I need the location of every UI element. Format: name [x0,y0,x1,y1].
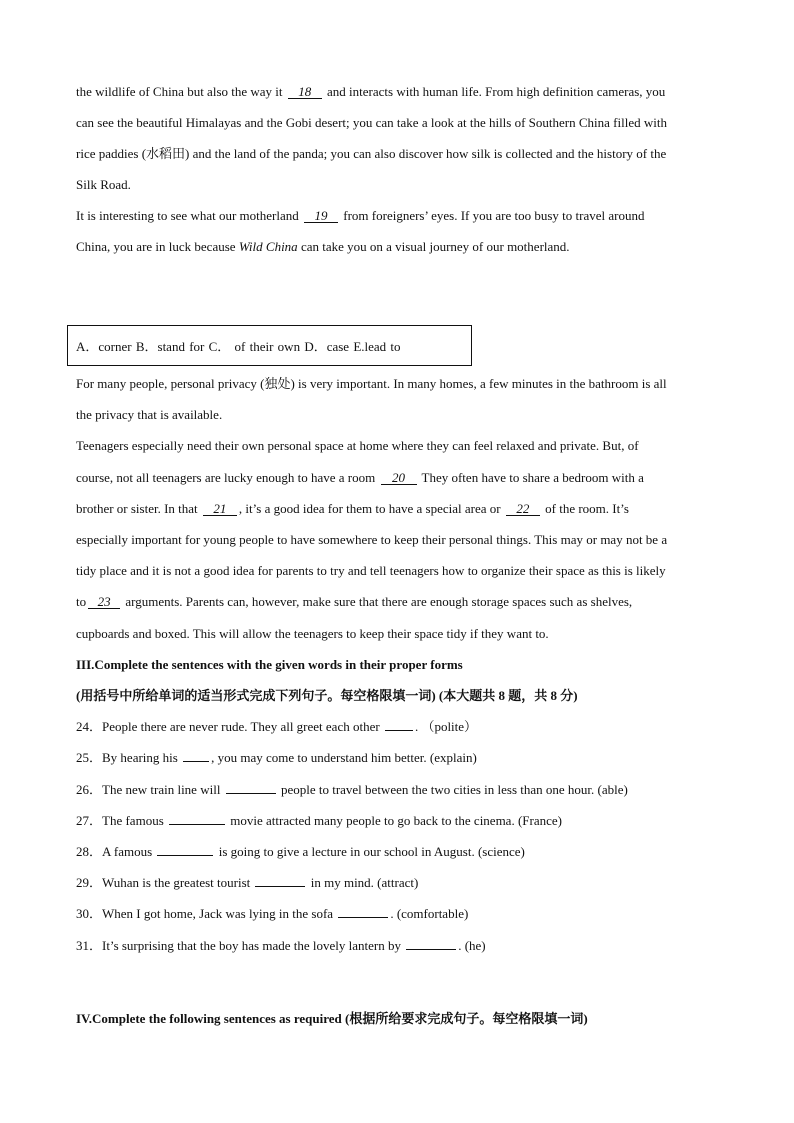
question-text: The famous [102,813,164,828]
passage2-line-1: For many people, personal privacy (独处) is very important. In many homes, a few minutes in the bathroom is all [76,376,667,391]
answer-blank[interactable] [255,875,305,887]
question-text: . (he) [458,938,486,953]
question-number: 24． [76,719,103,734]
question-number: 31． [76,938,103,953]
question-text: A famous [102,844,153,859]
question-28 [76,844,525,860]
text: arguments. Parents can, however, make sure that there are enough storage spaces such as shelves, [125,594,633,609]
word-options: A．corner B．stand for C． of their own D．case E.lead to [76,339,401,354]
answer-blank[interactable] [385,719,413,731]
passage2-line-9: cupboards and boxed. This will allow the teenagers to keep their space tidy if they want to. [76,626,549,641]
question-27 [76,813,562,829]
blank-23[interactable]: 23 [88,595,120,609]
text: brother or sister. In that [76,501,198,516]
section3-subtitle: (用括号中所给单词的适当形式完成下列句子。每空格限填一词) (本大题共 8 题，共 8 分) [76,688,578,703]
section3-title: III.Complete the sentences with the given words in their proper forms [76,657,463,672]
section4-title: IV.Complete the following sentences as required (根据所给要求完成句子。每空格限填一词) [76,1011,588,1026]
question-text: . (comfortable) [390,906,469,921]
passage2-line-2: the privacy that is available. [76,407,223,422]
passage1-line-2: can see the beautiful Himalayas and the Gobi desert; you can take a look at the hills of Southern China filled with [76,115,667,130]
passage1-line-3: rice paddies (水稻田) and the land of the panda; you can also discover how silk is collected and the history of the [76,146,667,161]
question-text: Wuhan is the greatest tourist [102,875,251,890]
italic-title: Wild China [238,239,298,254]
question-text: People there are never rude. They all greet each other [102,719,380,734]
question-25 [76,750,477,766]
question-26 [76,782,628,798]
question-text: . （polite） [414,719,478,734]
text: to [76,594,87,609]
text: and interacts with human life. From high definition cameras, you [327,84,666,99]
answer-blank[interactable] [338,906,388,918]
answer-blank[interactable] [157,844,213,856]
answer-blank[interactable] [226,782,276,794]
text: China, you are in luck because [76,239,236,254]
text: They often have to share a bedroom with a [421,470,644,485]
text: of the room. It’s [545,501,629,516]
blank-18[interactable]: 18 [288,85,322,99]
blank-19[interactable]: 19 [304,209,338,223]
question-text: It’s surprising that the boy has made the lovely lantern by [102,938,401,953]
question-text: , you may come to understand him better. (explain) [211,750,477,765]
question-24 [76,719,477,735]
text: the wildlife of China but also the way it [76,84,283,99]
blank-22[interactable]: 22 [506,502,540,516]
word-options-box [67,325,472,366]
text: from foreigners’ eyes. If you are too busy to travel around [343,208,645,223]
blank-20[interactable]: 20 [381,471,417,485]
question-text: movie attracted many people to go back to the cinema. (France) [230,813,562,828]
question-text: in my mind. (attract) [310,875,419,890]
passage2-line-8 [76,594,632,610]
passage2-line-6: especially important for young people to have somewhere to keep their personal things. This may or may not be a [76,532,668,547]
question-number: 28． [76,844,103,859]
text: It is interesting to see what our motherland [76,208,299,223]
passage2-line-7: tidy place and it is not a good idea for parents to try and tell teenagers how to organize their space as this is likely [76,563,666,578]
text: , it’s a good idea for them to have a special area or [238,501,501,516]
question-text: When I got home, Jack was lying in the sofa [102,906,334,921]
question-number: 30． [76,906,103,921]
question-29 [76,875,418,891]
question-number: 26． [76,782,103,797]
question-30 [76,906,468,922]
passage1-line-6 [76,239,570,255]
answer-blank[interactable] [169,813,225,825]
text: course, not all teenagers are lucky enough to have a room [76,470,376,485]
passage1-line-1 [76,84,665,100]
question-31 [76,938,486,954]
passage2-line-3: Teenagers especially need their own personal space at home where they can feel relaxed and private. But, of [76,438,639,453]
passage2-line-5 [76,501,629,517]
passage2-line-4 [76,470,644,486]
text: can take you on a visual journey of our motherland. [300,239,570,254]
question-number: 25． [76,750,103,765]
question-number: 29． [76,875,103,890]
question-number: 27． [76,813,103,828]
passage1-line-5 [76,208,644,224]
question-text: people to travel between the two cities in less than one hour. (able) [280,782,628,797]
question-text: The new train line will [102,782,221,797]
answer-blank[interactable] [183,750,209,762]
answer-blank[interactable] [406,938,456,950]
question-text: is going to give a lecture in our school in August. (science) [218,844,525,859]
blank-21[interactable]: 21 [203,502,237,516]
passage1-line-4: Silk Road. [76,177,131,192]
question-text: By hearing his [102,750,178,765]
